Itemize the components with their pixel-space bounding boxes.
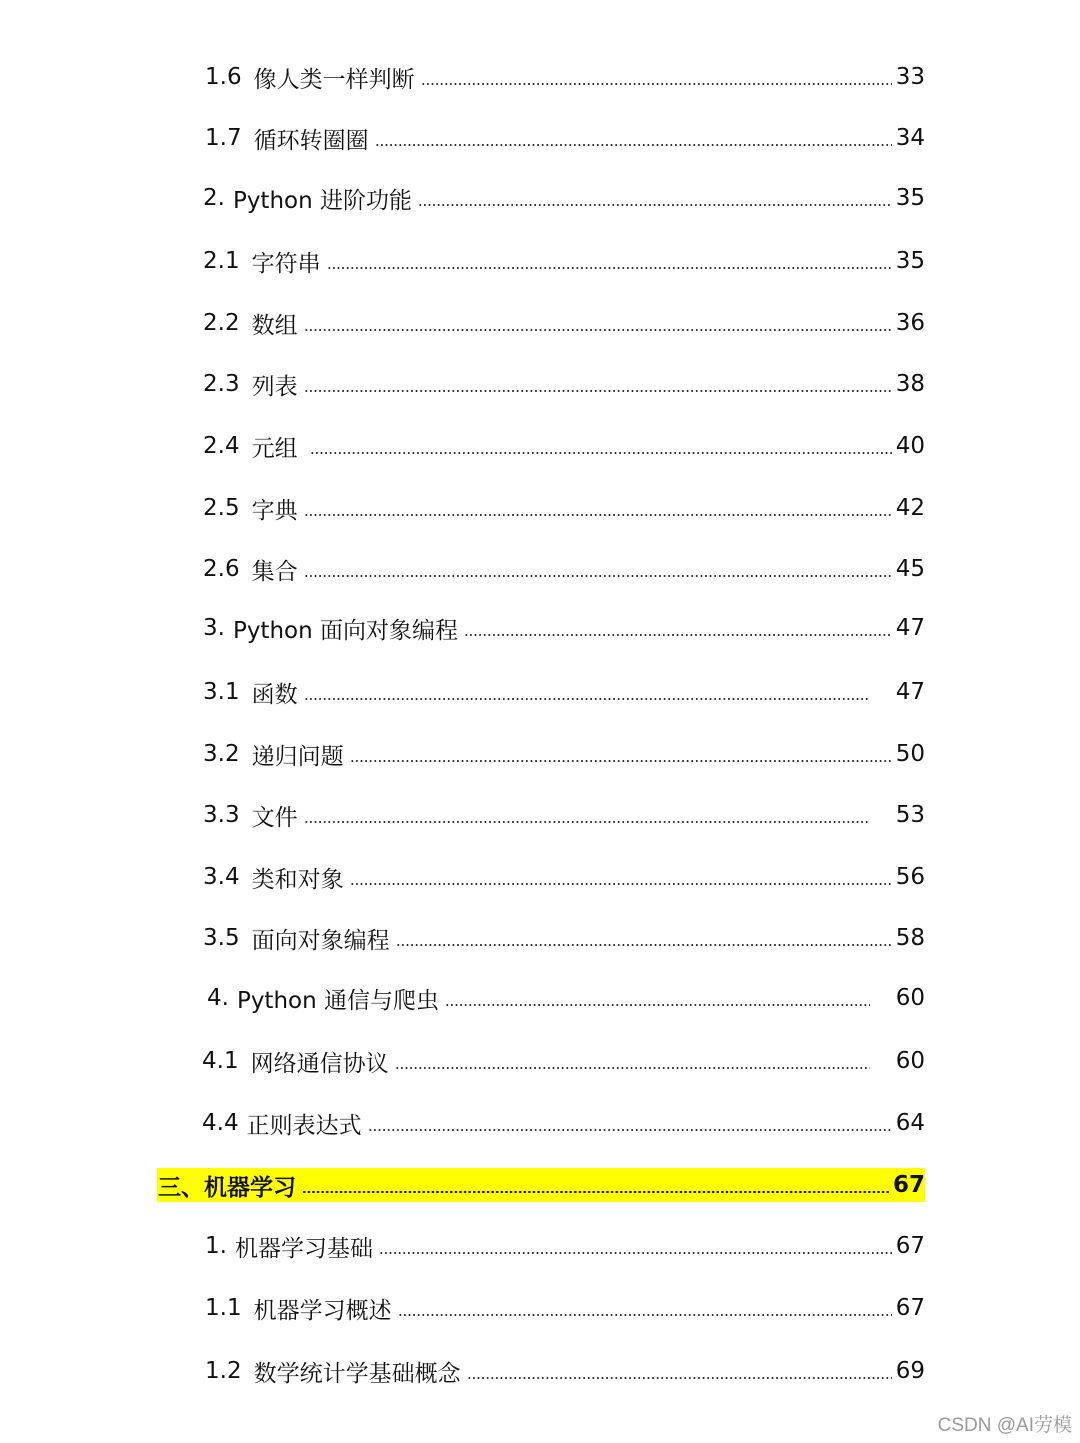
toc-entry-title: Python 通信与爬虫: [236, 987, 439, 1014]
toc-entry-page: 64: [895, 1110, 925, 1136]
toc-entry-number: 3.2: [203, 741, 240, 767]
dot-leader: [350, 883, 892, 885]
toc-entry-title: 机器学习概述: [253, 1297, 392, 1324]
toc-entry-number: 1.2: [205, 1358, 242, 1384]
toc-entry-title: 元组: [251, 435, 298, 462]
toc-entry-page: 38: [895, 371, 925, 397]
toc-entry-number: 1.1: [205, 1295, 242, 1321]
dot-leader: [375, 144, 892, 146]
dot-leader: [304, 821, 870, 823]
toc-entry[interactable]: [203, 608, 925, 648]
toc-entry-page: 58: [895, 925, 925, 951]
toc-entry-number: 2.1: [203, 248, 240, 274]
toc-entry[interactable]: [205, 118, 925, 158]
toc-entry-number: 3.4: [203, 864, 240, 890]
toc-entry-title: 类和对象: [251, 866, 344, 893]
toc-entry-title: 机器学习基础: [234, 1235, 373, 1262]
dot-leader: [327, 267, 892, 269]
toc-entry-title: Python 面向对象编程: [232, 617, 458, 644]
toc-entry-title: 数学统计学基础概念: [253, 1360, 461, 1387]
toc-entry-number: 2.2: [203, 310, 240, 336]
toc-entry[interactable]: [203, 303, 925, 343]
toc-entry-page: 36: [895, 310, 925, 336]
toc-entry-page: 45: [895, 556, 925, 582]
toc-entry-page: 67: [892, 1172, 925, 1198]
toc-entry-number: 1.7: [205, 125, 242, 151]
dot-leader: [464, 634, 892, 636]
dot-leader: [304, 698, 870, 700]
dot-leader: [304, 329, 892, 331]
toc-entry[interactable]: [203, 672, 925, 712]
toc-entry[interactable]: [203, 795, 925, 835]
toc-entry-page: 40: [895, 433, 925, 459]
toc-entry-page: 47: [895, 615, 925, 641]
toc-entry-title: 函数: [251, 681, 298, 708]
toc-entry-title: 字符串: [251, 250, 321, 277]
toc-entry-page: 60: [895, 985, 925, 1011]
toc-entry[interactable]: [203, 549, 925, 589]
toc-entry-title: 递归问题: [251, 743, 344, 770]
toc-entry-number: 3.: [203, 615, 225, 641]
toc-entry-title: 网络通信协议: [250, 1050, 389, 1077]
toc-entry-title: 集合: [251, 558, 298, 585]
toc-entry-page: 69: [895, 1358, 925, 1384]
toc-entry-title: 数组: [251, 312, 298, 339]
toc-entry-page: 67: [895, 1233, 925, 1259]
toc-entry-page: 42: [895, 495, 925, 521]
dot-leader: [467, 1377, 892, 1379]
toc-entry-number: 3.3: [203, 802, 240, 828]
dot-leader: [418, 204, 892, 206]
dot-leader: [445, 1004, 870, 1006]
toc-entry-number: 2.5: [203, 495, 240, 521]
toc-entry-page: 67: [895, 1295, 925, 1321]
dot-leader: [421, 83, 892, 85]
toc-entry-page: 47: [895, 679, 925, 705]
toc-entry-number: 4.: [207, 985, 229, 1011]
toc-entry-page: 53: [895, 802, 925, 828]
toc-entry-page: 35: [895, 248, 925, 274]
toc-entry-page: 34: [895, 125, 925, 151]
toc-entry-number: 1.6: [205, 64, 242, 90]
toc-entry-number: 三、: [158, 1174, 204, 1201]
toc-entry[interactable]: [202, 1103, 925, 1143]
toc-chapter-entry[interactable]: [158, 1165, 925, 1205]
dot-leader: [368, 1129, 892, 1131]
toc-entry-number: 3.5: [203, 925, 240, 951]
toc-entry[interactable]: [205, 57, 925, 97]
toc-entry[interactable]: [203, 364, 925, 404]
toc-entry[interactable]: [203, 488, 925, 528]
toc-entry[interactable]: [203, 241, 925, 281]
dot-leader: [395, 1067, 870, 1069]
toc-entry[interactable]: [203, 426, 925, 466]
dot-leader: [398, 1314, 892, 1316]
toc-entry-title: 字典: [251, 497, 298, 524]
toc-entry-number: 2.4: [203, 433, 240, 459]
toc-entry-page: 56: [895, 864, 925, 890]
dot-leader: [304, 390, 892, 392]
dot-leader: [379, 1252, 892, 1254]
toc-entry-number: 2.3: [203, 371, 240, 397]
toc-entry-title: Python 进阶功能: [232, 187, 412, 214]
toc-entry-title: 面向对象编程: [251, 927, 390, 954]
dot-leader: [302, 1191, 889, 1193]
toc-entry-title: 循环转圈圈: [253, 127, 369, 154]
toc-entry-title: 机器学习: [204, 1174, 296, 1201]
toc-entry[interactable]: [205, 1351, 925, 1391]
toc-entry-title: 列表: [251, 373, 298, 400]
dot-leader: [304, 514, 892, 516]
dot-leader: [304, 575, 892, 577]
toc-entry-number: 2.: [203, 185, 225, 211]
toc-entry[interactable]: [203, 734, 925, 774]
toc-entry[interactable]: [205, 1226, 925, 1266]
toc-entry-number: 2.6: [203, 556, 240, 582]
toc-entry-page: 60: [895, 1048, 925, 1074]
toc-entry[interactable]: [203, 857, 925, 897]
toc-entry[interactable]: [205, 1288, 925, 1328]
toc-entry[interactable]: [202, 1041, 925, 1081]
watermark: CSDN @AI劳模: [937, 1415, 1072, 1436]
toc-entry-page: 50: [895, 741, 925, 767]
toc-entry-title: 像人类一样判断: [253, 66, 415, 93]
toc-entry-number: 3.1: [203, 679, 240, 705]
dot-leader: [310, 452, 892, 454]
toc-entry-page: 35: [895, 185, 925, 211]
toc-entry-title: 正则表达式: [246, 1112, 362, 1139]
toc-entry-title: 文件: [251, 804, 298, 831]
toc-entry-number: 4.4: [202, 1110, 239, 1136]
toc-entry-number: 1.: [205, 1233, 227, 1259]
toc-entry-page: 33: [895, 64, 925, 90]
dot-leader: [350, 760, 892, 762]
toc-entry[interactable]: [203, 178, 925, 218]
toc-entry[interactable]: [203, 918, 925, 958]
toc-entry[interactable]: [207, 978, 925, 1018]
dot-leader: [396, 944, 892, 946]
toc-entry-number: 4.1: [202, 1048, 239, 1074]
